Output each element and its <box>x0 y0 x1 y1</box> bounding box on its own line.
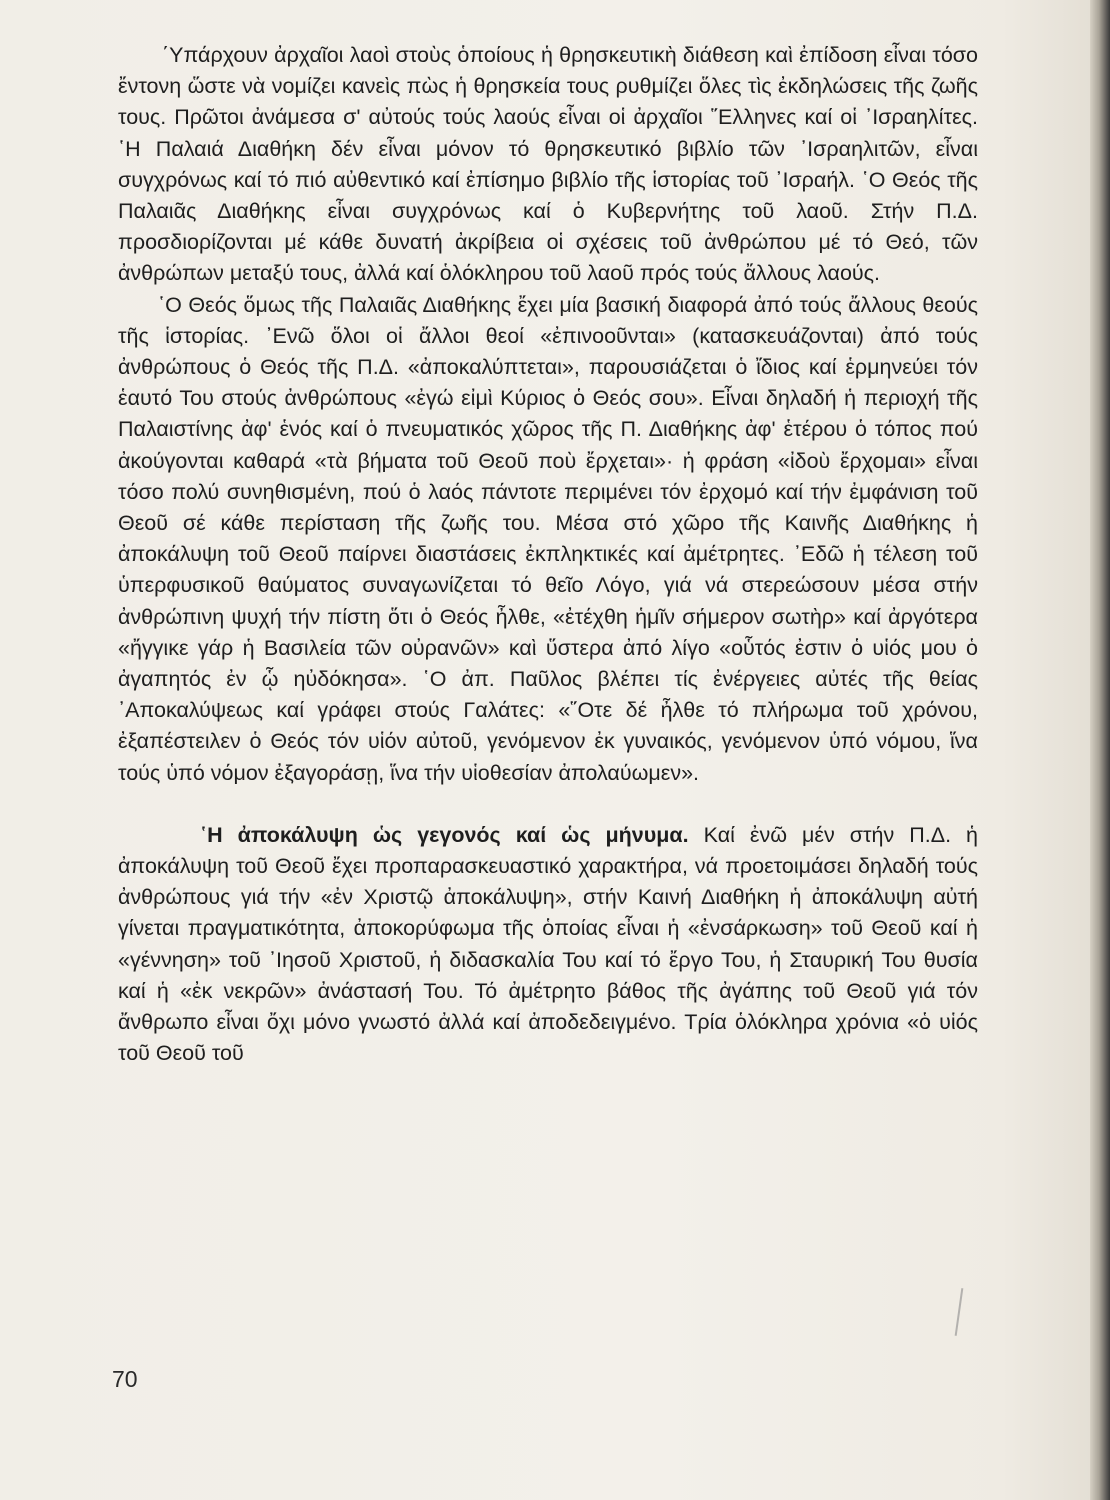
paragraph-3 <box>118 820 978 1070</box>
body-text <box>118 40 978 1070</box>
book-spine-edge <box>1090 0 1110 1500</box>
section-heading: ῾Η ἀποκάλυψη ὡς γεγονός καί ὡς μήνυμα. <box>200 822 689 847</box>
paragraph-2: ῾Ο Θεός ὅμως τῆς Παλαιᾶς Διαθήκης ἔχει μία βασική διαφορά ἀπό τούς ἄλλους θεούς τῆς ἱστορίας. ᾿Ενῶ ὅλοι οἱ ἄλλοι θεοί «ἐπινοοῦνται» (κατασκευάζονται) ἀπό τούς ἀνθρώπους ὁ Θεός τῆς Π.Δ. «ἀποκαλύπτεται», παρουσιάζεται ὁ ἴδιος καί ἑρμηνεύει τόν ἑαυτό Του στούς ἀνθρώπους «ἐγώ εἰμὶ Κύριος ὁ Θεός σου». Εἶναι δηλαδή ἡ περιοχή τῆς Παλαιστίνης ἀφ' ἑνός καί ὁ πνευματικός χῶρος τῆς Π. Διαθήκης ἀφ' ἑτέρου ὁ τόπος πού ἀκούγονται καθαρά «τὰ βήματα τοῦ Θεοῦ ποὺ ἔρχεται»· ἡ φράση «ἰδοὺ ἔρχομαι» εἶναι τόσο πολύ συνηθισμένη, πού ὁ λαός πάντοτε περιμένει τόν ἐρχομό καί τήν ἐμφάνιση τοῦ Θεοῦ σέ κάθε περίσταση τῆς ζωῆς του. Μέσα στό χῶρο τῆς Καινῆς Διαθήκης ἡ ἀποκάλυψη τοῦ Θεοῦ παίρνει διαστάσεις ἐκπληκτικές καί ἀμέτρητες. ᾿Εδῶ ἡ τέλεση τοῦ ὑπερφυσικοῦ θαύματος συναγωνίζεται τό θεῖο Λόγο, γιά νά στερεώσουν μέσα στήν ἀνθρώπινη ψυχή τήν πίστη ὅτι ὁ Θεός ἦλθε, «ἐτέχθη ἡμῖν σήμερον σωτὴρ» καί ἀργότερα «ἤγγικε γάρ ἡ Βασιλεία τῶν οὐρανῶν» καὶ ὕστερα ἀπό λίγο «οὗτός ἐστιν ὁ υἱός μου ὁ ἀγαπητός ἐν ᾧ ηὐδόκησα». ῾Ο ἀπ. Παῦλος βλέπει τίς ἐνέργειες αὐτές τῆς θείας ᾿Αποκαλύψεως καί γράφει στούς Γαλάτες: «῞Οτε δέ ἦλθε τό πλήρωμα τοῦ χρόνου, ἐξαπέστειλεν ὁ Θεός τόν υἱόν αὐτοῦ, γενόμενον ἐκ γυναικός, γενόμενον ὑπό νόμου, ἵνα τούς ὑπό νόμον ἐξαγοράσῃ, ἵνα τήν υἱοθεσίαν ἀπολαύωμεν». <box>118 292 978 785</box>
margin-mark <box>955 1288 964 1336</box>
paragraph-3-text: Καί ἐνῶ μέν στήν Π.Δ. ἡ ἀποκάλυψη τοῦ Θεοῦ ἔχει προπαρασκευαστικό χαρακτήρα, νά προετοιμάσει δηλαδή τούς ἀνθρώπους γιά τήν «ἐν Χριστῷ ἀποκάλυψη», στήν Καινή Διαθήκη ἡ ἀποκάλυψη αὐτή γίνεται πραγματικότητα, ἀποκορύφωμα τῆς ὁποίας εἶναι ἡ «ἐνσάρκωση» τοῦ Θεοῦ καί ἡ «γέννηση» τοῦ ᾿Ιησοῦ Χριστοῦ, ἡ διδασκαλία Του καί τό ἔργο Του, ἡ Σταυρική Του θυσία καί ἡ «ἐκ νεκρῶν» ἀνάστασή Του. Τό ἀμέτρητο βάθος τῆς ἀγάπης τοῦ Θεοῦ γιά τόν ἄνθρωπο εἶναι ὄχι μόνο γνωστό ἀλλά καί ἀποδεδειγμένο. Τρία ὁλόκληρα χρόνια «ὁ υἱός τοῦ Θεοῦ τοῦ <box>118 822 978 1066</box>
page-number: 70 <box>112 1366 138 1392</box>
paragraph-1: ΄Υπάρχουν ἀρχαῖοι λαοὶ στοὺς ὁποίους ἡ θρησκευτικὴ διάθεση καὶ ἐπίδοση εἶναι τόσο ἔντονη ὥστε νὰ νομίζει κανεὶς πὼς ἡ θρησκεία τους ρυθμίζει ὅλες τὶς ἐκδηλώσεις τῆς ζωῆς τους. Πρῶτοι ἀνάμεσα σ' αὐτούς τούς λαούς εἶναι οἱ ἀρχαῖοι ῞Ελληνες καί οἱ ᾿Ισραηλίτες. ῾Η Παλαιά Διαθήκη δέν εἶναι μόνον τό θρησκευτικό βιβλίο τῶν ᾿Ισραηλιτῶν, εἶναι συγχρόνως καί τό πιό αὐθεντικό καί ἐπίσημο βιβλίο τῆς ἱστορίας τοῦ ᾿Ισραήλ. ῾Ο Θεός τῆς Παλαιᾶς Διαθήκης εἶναι συγχρόνως καί ὁ Κυβερνήτης τοῦ λαοῦ. Στήν Π.Δ. προσδιορίζονται μέ κάθε δυνατή ἀκρίβεια οἱ σχέσεις τοῦ ἀνθρώπου μέ τό Θεό, τῶν ἀνθρώπων μεταξύ τους, ἀλλά καί ὁλόκληρου τοῦ λαοῦ πρός τούς ἄλλους λαούς. <box>118 43 978 286</box>
